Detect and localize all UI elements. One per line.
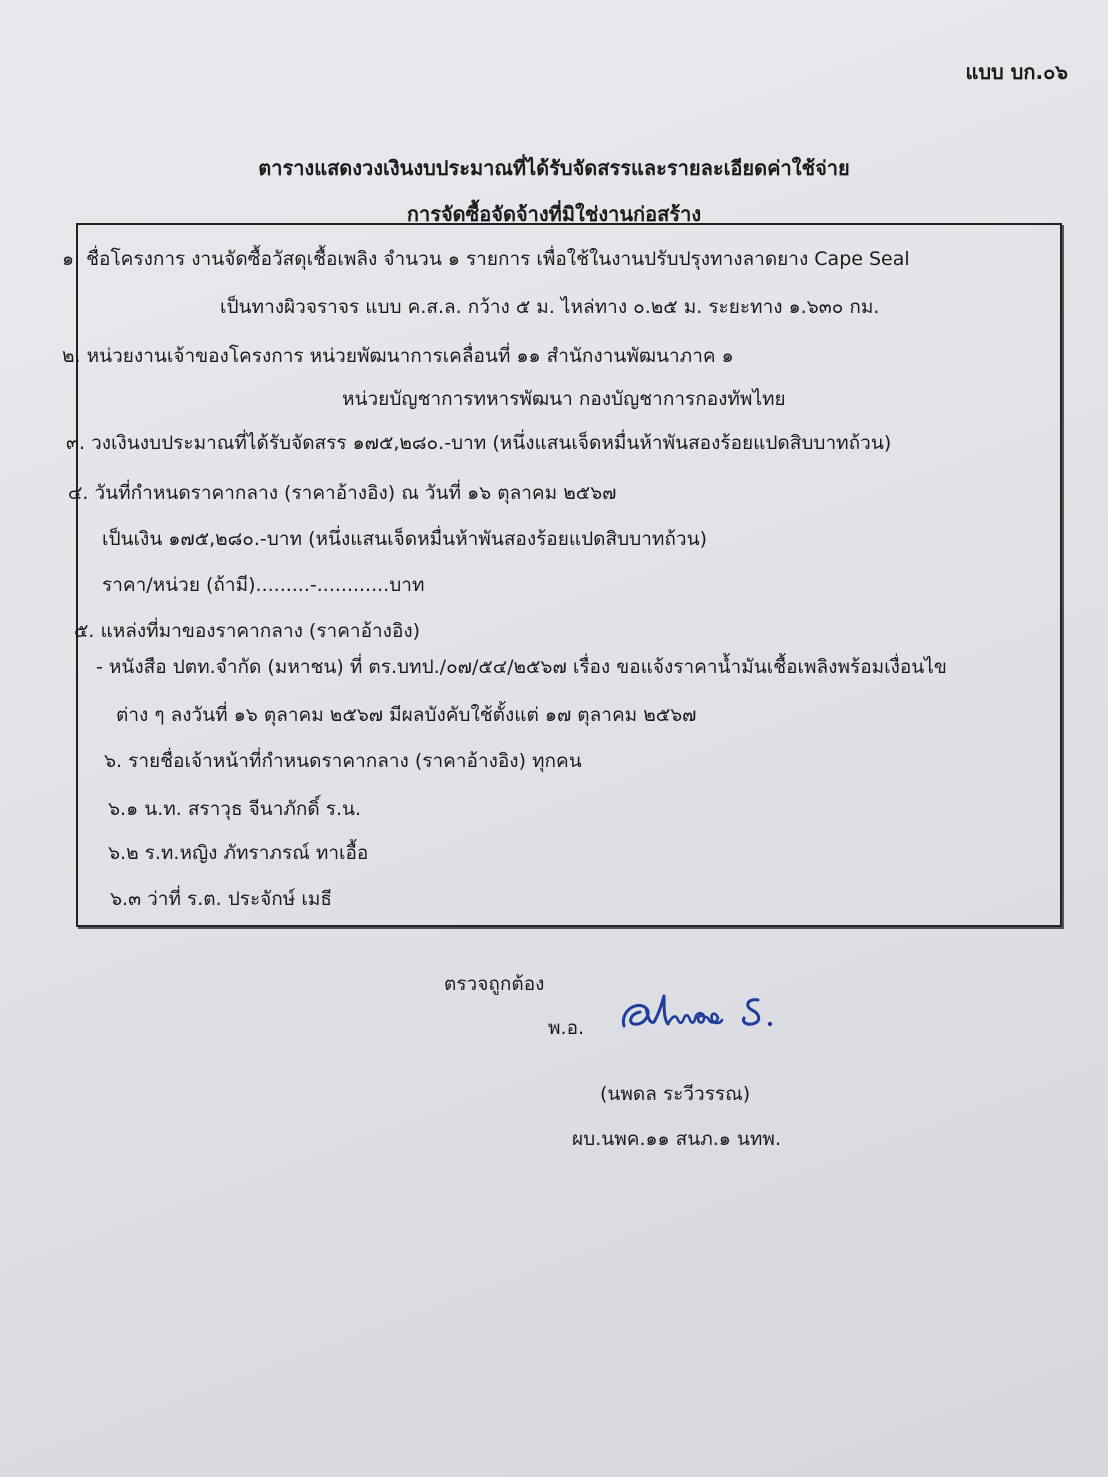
- verified-label: ตรวจถูกต้อง: [444, 973, 545, 995]
- section-6-officer-2: ๖.๒ ร.ท.หญิง ภัทราภรณ์ ทาเอื้อ: [108, 842, 369, 864]
- section-5-source-document-cont: ต่าง ๆ ลงวันที่ ๑๖ ตุลาคม ๒๕๖๗ มีผลบังคับใช้ตั้งแต่ ๑๗ ตุลาคม ๒๕๖๗: [116, 704, 697, 726]
- document-title-line2: การจัดซื้อจัดจ้างที่มิใช่งานก่อสร้าง: [406, 202, 702, 226]
- section-6-officers-heading: ๖. รายชื่อเจ้าหน้าที่กำหนดราคากลาง (ราคาอ้างอิง) ทุกคน: [104, 750, 582, 772]
- section-6-officer-3: ๖.๓ ว่าที่ ร.ต. ประจักษ์ เมธี: [110, 888, 332, 910]
- signer-rank: พ.อ.: [548, 1017, 585, 1039]
- section-5-source-document: - หนังสือ ปตท.จำกัด (มหาชน) ที่ ตร.บทป./๐๗/๕๔/๒๕๖๗ เรื่อง ขอแจ้งราคาน้ำมันเชื้อเพลิงพร้อมเงื่อนไข: [96, 656, 947, 678]
- section-4-amount: เป็นเงิน ๑๗๕,๒๘๐.-บาท (หนึ่งแสนเจ็ดหมื่นห้าพันสองร้อยแปดสิบบาทถ้วน): [102, 528, 707, 550]
- handwritten-signature: [618, 990, 788, 1040]
- section-3-budget: ๓. วงเงินงบประมาณที่ได้รับจัดสรร ๑๗๕,๒๘๐.-บาท (หนึ่งแสนเจ็ดหมื่นห้าพันสองร้อยแปดสิบบาทถ้วน): [66, 432, 892, 454]
- section-4-reference-date: ๔. วันที่กำหนดราคากลาง (ราคาอ้างอิง) ณ วันที่ ๑๖ ตุลาคม ๒๕๖๗: [68, 482, 617, 504]
- section-4-unit-price: ราคา/หน่วย (ถ้ามี).........-............บาท: [102, 574, 425, 596]
- signer-name: (นพดล ระวีวรรณ): [600, 1083, 751, 1105]
- section-2-owner-unit: ๒. หน่วยงานเจ้าของโครงการ หน่วยพัฒนาการเคลื่อนที่ ๑๑ สำนักงานพัฒนาภาค ๑: [62, 345, 734, 367]
- section-1-project-detail: เป็นทางผิวจราจร แบบ ค.ส.ล. กว้าง ๕ ม. ไหล่ทาง ๐.๒๕ ม. ระยะทาง ๑.๖๓๐ กม.: [220, 296, 880, 318]
- section-5-price-source: ๕. แหล่งที่มาของราคากลาง (ราคาอ้างอิง): [74, 620, 421, 642]
- document-title-line1: ตารางแสดงวงเงินงบประมาณที่ได้รับจัดสรรและรายละเอียดค่าใช้จ่าย: [258, 156, 850, 180]
- section-6-officer-1: ๖.๑ น.ท. สราวุธ จีนาภักดิ์ ร.น.: [108, 798, 362, 820]
- section-2-owner-unit-cont: หน่วยบัญชาการทหารพัฒนา กองบัญชาการกองทัพไทย: [342, 388, 786, 410]
- section-1-project-name: ๑. ชื่อโครงการ งานจัดซื้อวัสดุเชื้อเพลิง จำนวน ๑ รายการ เพื่อใช้ในงานปรับปรุงทางลาดยาง Cape Seal: [62, 248, 910, 270]
- signer-position: ผบ.นพค.๑๑ สนภ.๑ นทพ.: [572, 1128, 781, 1150]
- form-code: แบบ บก.๐๖: [965, 60, 1068, 84]
